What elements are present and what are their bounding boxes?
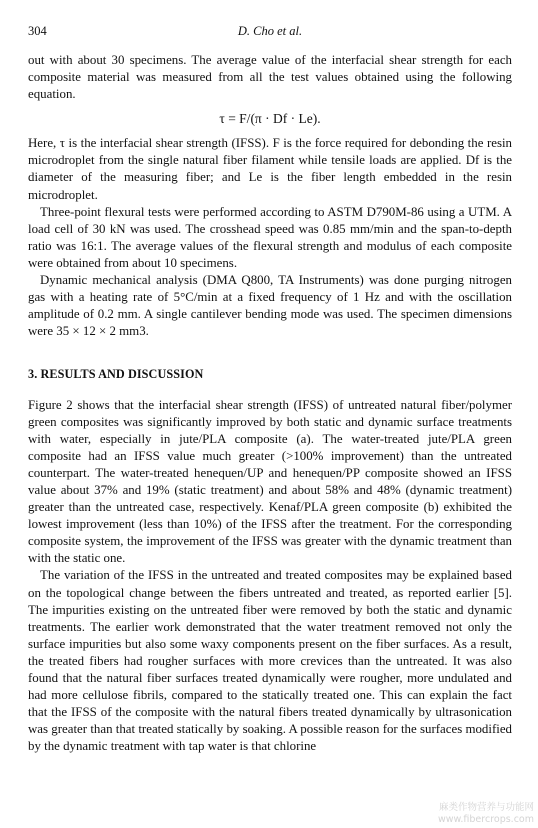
paragraph-flexural-tests: Three-point flexural tests were performed according to ASTM D790M-86 using a UTM. A load cell of 30 kN was used. The crosshead speed was 0.85 mm/min and the span-to-depth ratio was 16:1. The average values of the flexural strength and modulus of each composite were obtained from about 10 specimens. — [28, 204, 512, 270]
site-watermark — [438, 802, 534, 826]
page-number: 304 — [28, 24, 47, 38]
paragraph-variable-definitions: Here, τ is the interfacial shear strength (IFSS). F is the force required for debonding the resin microdroplet from the single natural fiber filament while tensile loads are applied. Df is the diameter of the measuring fiber; and Le is the fiber length embedded in the resin microdroplet. — [28, 136, 512, 202]
paragraph-ifss-method: out with about 30 specimens. The average value of the interfacial shear strength for each composite material was measured from all the test values obtained using the following equation. — [28, 53, 512, 102]
running-head: D. Cho et al. — [237, 24, 303, 38]
paragraph-ifss-explanation: The variation of the IFSS in the untreated and treated composites may be explained based on the topological change between the fibers untreated and treated, as reported earlier [5]. The impurities existing on the untreated fiber were removed by both the static and dynamic treatments. The earlier work demonstrated that the water treatment removed not only the surface impurities but also some waxy components present on the fiber surfaces. As a result, the treated fibers had rougher surfaces with more crevices than the untreated. It was also found that the natural fiber surfaces treated dynamically were rougher, more undulated and had more cellulose fibrils, compared to the statically treated one. This can explain the fact that the IFSS of the composite with the natural fibers treated dynamically by ultrasonication was greater than that treated statically by soaking. A possible reason for the surfaces modified by the dynamic treatment with tap water is that chlorine — [28, 568, 512, 754]
page-header — [28, 24, 512, 40]
ifss-equation: τ = F/(π · Df · Le). — [219, 111, 321, 127]
section-heading: 3. RESULTS AND DISCUSSION — [28, 367, 204, 382]
watermark-line-url: www.fibercrops.com — [437, 814, 534, 825]
body-text — [28, 52, 512, 755]
paragraph-ifss-results: Figure 2 shows that the interfacial shear strength (IFSS) of untreated natural fiber/polymer green composites was significantly improved by both static and dynamic surface treatments with water, especially in jute/PLA composite (a). The water-treated jute/PLA green composite had an IFSS value much greater (>100% improvement) than the untreated counterpart. The water-treated henequen/UP and henequen/PP composite showed an IFSS value about 37% and 19% (static treatment) and about 58% and 48% (dynamic treatment) greater than the untreated case, respectively. Kenaf/PLA green composite (b) exhibited the lowest improvement (less than 10%) of the IFSS after the treatment. For the corresponding composite system, the improvement of the IFSS was greater with the dynamic treatment than with the static one. — [28, 397, 512, 566]
paragraph-dma: Dynamic mechanical analysis (DMA Q800, TA Instruments) was done purging nitrogen gas with a heating rate of 5°C/min at a fixed frequency of 1 Hz and with the oscillation amplitude of 0.2 mm. A single cantilever bending mode was used. The specimen dimensions were 35 × 12 × 2 mm3. — [28, 273, 512, 339]
watermark-line-cn: 麻类作物营养与功能网 — [438, 802, 534, 813]
